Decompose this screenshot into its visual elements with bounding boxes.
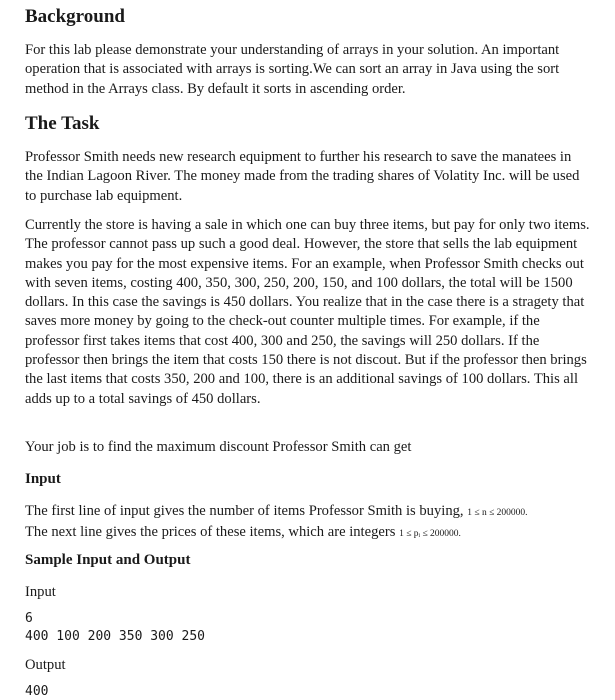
task-job-statement: Your job is to find the maximum discount Professor Smith can get [25, 439, 412, 455]
sample-input-line-1: 6 [25, 611, 33, 626]
sample-heading: Sample Input and Output [25, 552, 191, 568]
background-heading: Background [25, 6, 125, 27]
input-heading: Input [25, 471, 61, 487]
sample-output-label: Output [25, 657, 66, 673]
task-heading: The Task [25, 113, 100, 134]
task-paragraph-1: Professor Smith needs new research equipment to further his research to save the manatees in the Indian Lagoon River. The money made from the trading shares of Volatity Inc. will be used to purchase lab equipment. [25, 149, 580, 204]
task-paragraph-2: Currently the store is having a sale in which one can buy three items, but pay for only two items. The professor cannot pass up such a good deal. However, the store that sells the lab equipment makes you pay for the most expensive items. For an example, when Professor Smith checks out with seven items, costing 400, 350, 300, 250, 200, 150, and 100 dollars, the total will be 1500 dollars. In this case the savings is 450 dollars. You realize that in the case there is a stragety that saves more money by going to the check-out counter multiple times. For example, if the professor first takes items that cost 400, 300 and 250, the savings will 250 dollars. If the professor then brings the item that costs 150 there is not discout. But if the professor then brings the last items that costs 350, 200 and 100, there is an additional savings of 100 dollars. This all adds up to a total savings of 450 dollars. [25, 217, 590, 407]
sample-output-value: 400 [25, 684, 49, 699]
input-text-a: The first line of input gives the number of items Professor Smith is buying, [25, 503, 464, 519]
constraint-p: 1 ≤ pᵢ ≤ 200000. [399, 529, 461, 540]
background-paragraph: For this lab please demonstrate your understanding of arrays in your solution. An important operation that is associated with arrays is sorting.We can sort an array in Java using the sort method in the Arrays class. By default it sorts in ascending order. [25, 42, 560, 97]
sample-input-label: Input [25, 584, 56, 600]
sample-input-line-2: 400 100 200 350 300 250 [25, 629, 206, 644]
input-description [25, 502, 591, 545]
constraint-n: 1 ≤ n ≤ 200000. [467, 508, 528, 518]
input-text-b: The next line gives the prices of these items, which are integers [25, 524, 396, 541]
